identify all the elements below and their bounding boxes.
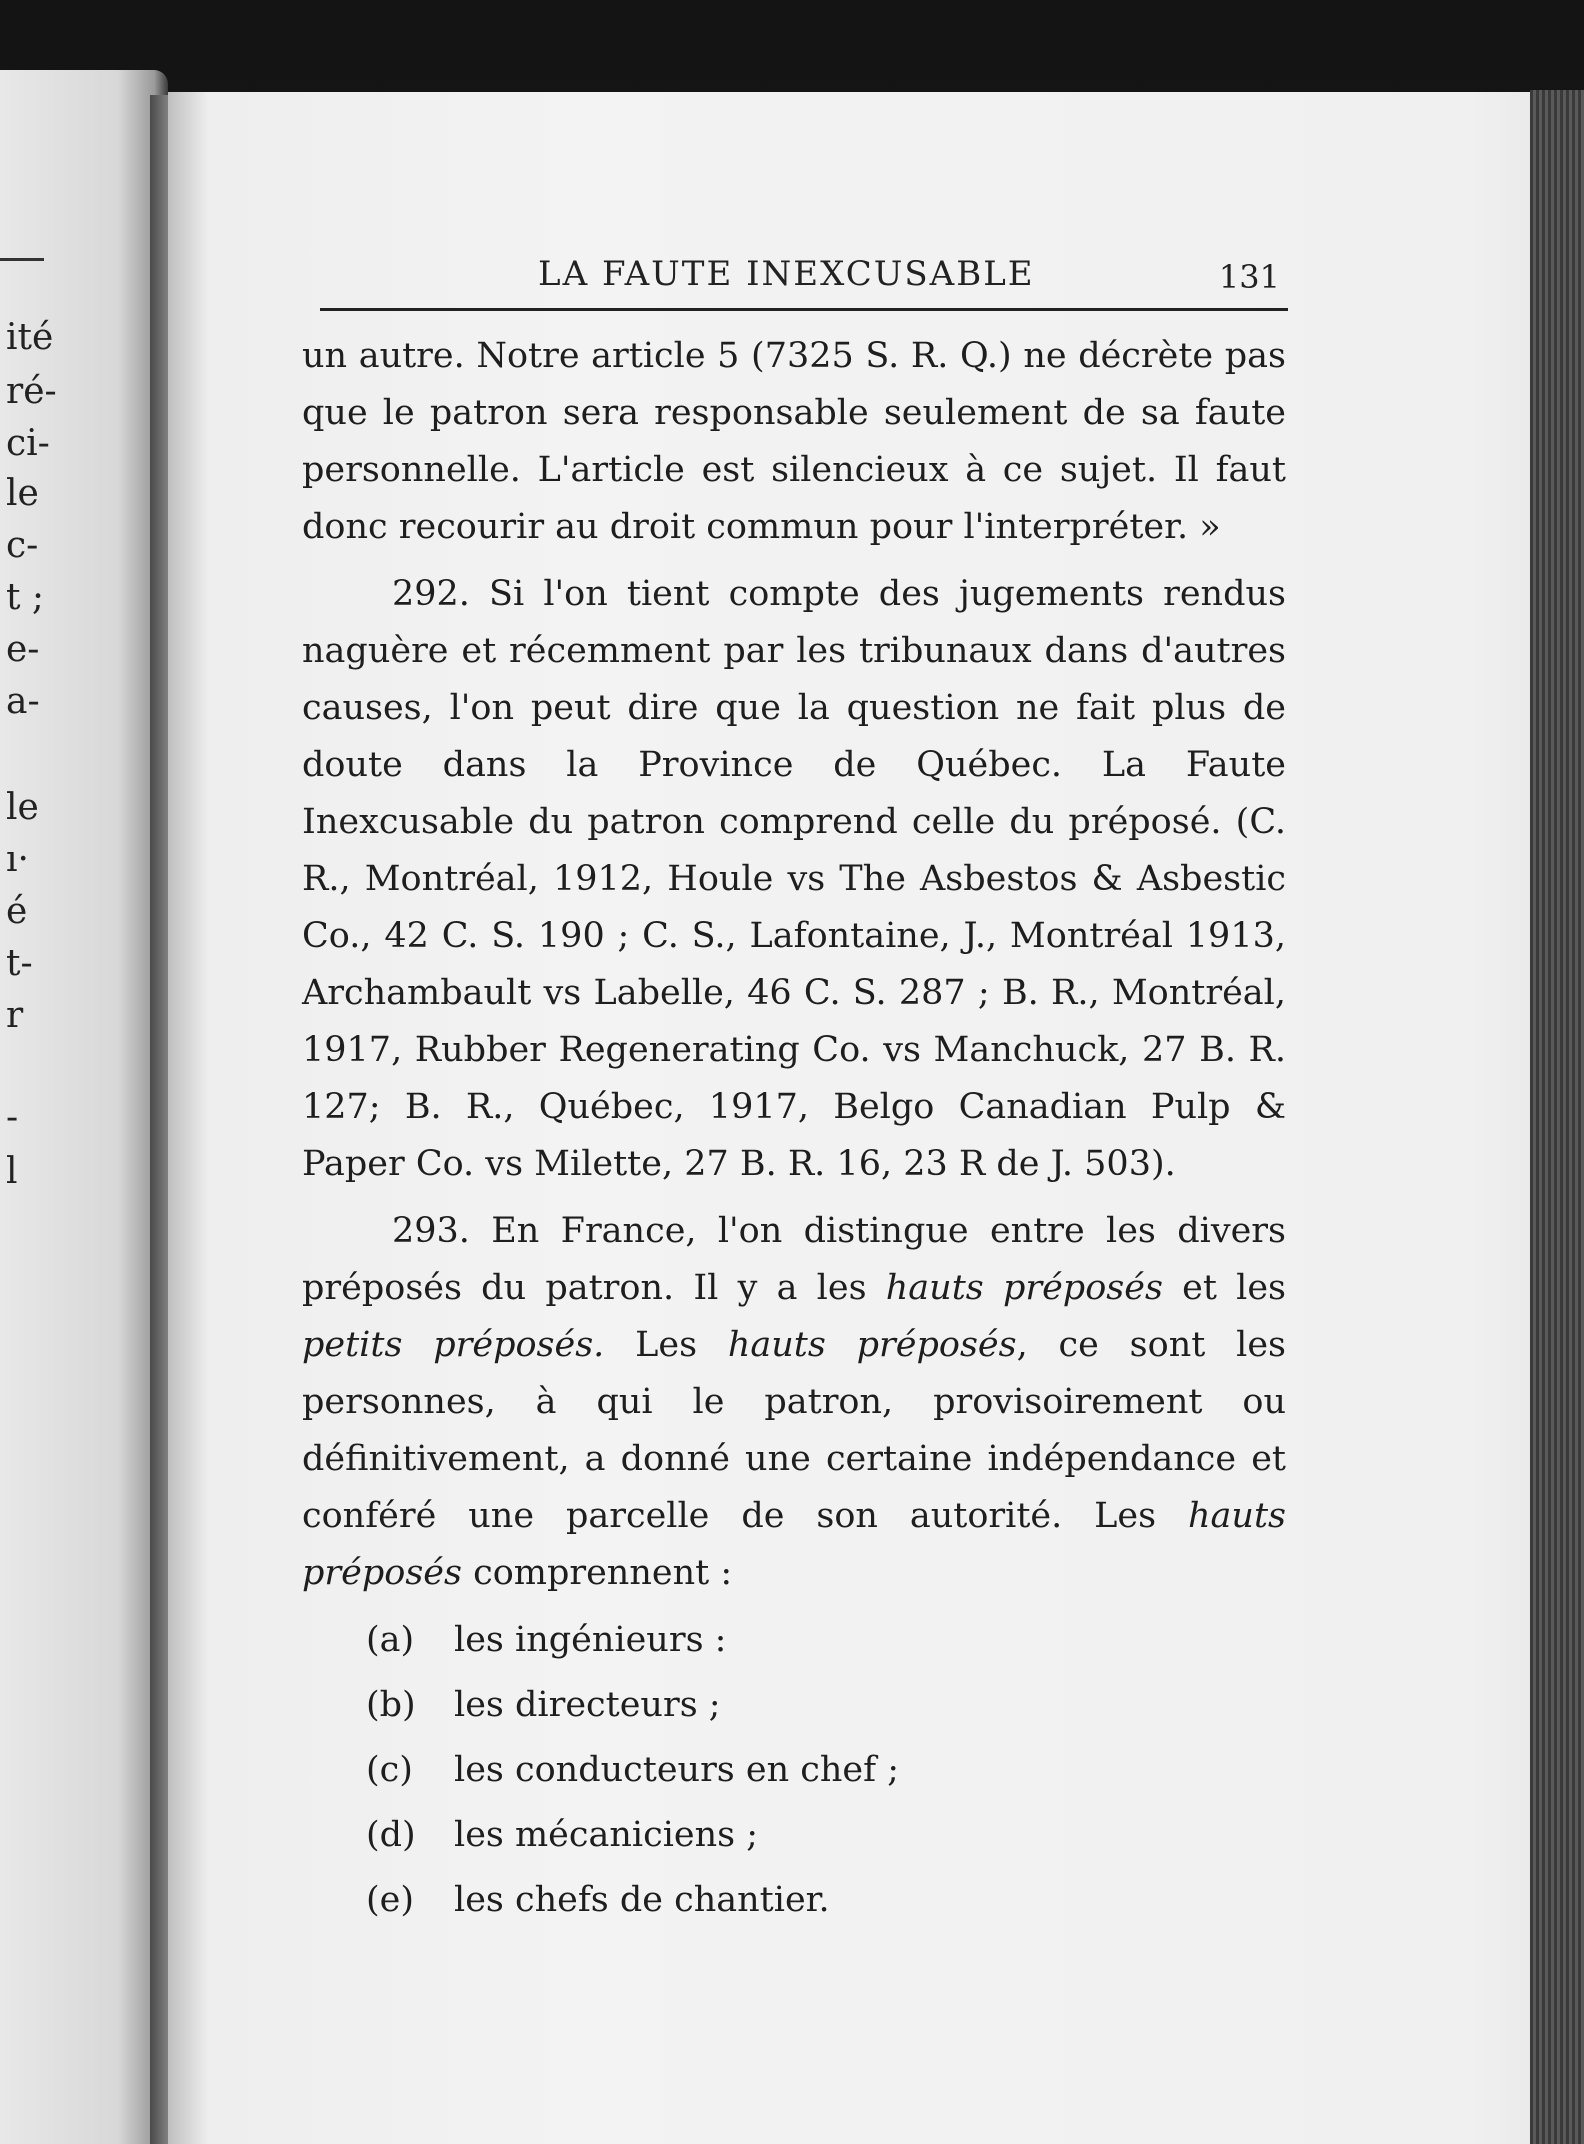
italic-term: hauts préposés	[885, 1268, 1163, 1308]
left-page	[0, 70, 168, 2144]
left-fragment: le	[6, 473, 39, 514]
italic-term: hauts préposés	[727, 1325, 1017, 1365]
text-run: , ce sont les personnes, à qui le patron, provisoirement ou définitivement, a donné une certaine indépendance et conféré une parcelle de son autorité. Les	[302, 1325, 1286, 1536]
page-header	[320, 248, 1288, 311]
left-fragment: t ;	[6, 577, 45, 618]
list-item	[366, 1677, 1286, 1734]
list-marker: (b)	[366, 1685, 416, 1725]
list-text: les ingénieurs :	[454, 1620, 727, 1660]
left-fragment: é	[6, 891, 28, 932]
page-body	[302, 328, 1286, 1937]
list-marker: (d)	[366, 1815, 416, 1855]
list-marker: (a)	[366, 1620, 415, 1660]
left-fragment: e-	[6, 629, 40, 670]
left-fragment: t-	[6, 943, 33, 984]
list-text: les mécaniciens ;	[454, 1815, 759, 1855]
prepose-list	[302, 1612, 1286, 1929]
list-marker: (c)	[366, 1750, 413, 1790]
list-text: les conducteurs en chef ;	[454, 1750, 900, 1790]
list-item	[366, 1742, 1286, 1799]
list-text: les directeurs ;	[454, 1685, 721, 1725]
page-edges	[1530, 90, 1584, 2144]
list-item	[366, 1612, 1286, 1669]
text-run: 293. En France, l'on distingue entre les divers préposés du patron. Il y a les	[302, 1211, 1286, 1308]
left-fragment: l	[6, 1151, 18, 1192]
list-item	[366, 1807, 1286, 1864]
page-number: 131	[1218, 258, 1280, 296]
text-run: comprennent :	[461, 1553, 733, 1593]
left-fragment: ité	[6, 317, 54, 358]
left-page-rule	[0, 258, 44, 261]
left-fragment: ci-	[6, 423, 50, 464]
paragraph-intro: un autre. Notre article 5 (7325 S. R. Q.) ne décrète pas que le patron sera responsable seulement de sa faute personnelle. L'article est silencieux à ce sujet. Il faut donc recourir au droit commun pour l'interpréter. »	[302, 336, 1286, 547]
running-title: LA FAUTE INEXCUSABLE	[538, 254, 1035, 294]
left-fragment: c-	[6, 525, 39, 566]
paragraph-293	[302, 1203, 1286, 1602]
paragraph-292: 292. Si l'on tient compte des jugements rendus naguère et récemment par les tribunaux dans d'autres causes, l'on peut dire que la question ne fait plus de doute dans la Province de Québec. La Faute Inexcusable du patron comprend celle du préposé. (C. R., Montréal, 1912, Houle vs The Asbestos & Asbestic Co., 42 C. S. 190 ; C. S., Lafontaine, J., Montréal 1913, Archambault vs Labelle, 46 C. S. 287 ; B. R., Montréal, 1917, Rubber Regenerating Co. vs Manchuck, 27 B. R. 127; B. R., Québec, 1917, Belgo Canadian Pulp & Paper Co. vs Milette, 27 B. R. 16, 23 R de J. 503).	[302, 574, 1286, 1184]
left-fragment: ré-	[6, 371, 57, 412]
text-run: Les	[604, 1325, 728, 1365]
left-fragment: -	[6, 1097, 19, 1138]
italic-term: petits préposés.	[302, 1325, 605, 1365]
left-fragment: ı·	[6, 839, 29, 880]
list-item	[366, 1872, 1286, 1929]
list-marker: (e)	[366, 1880, 415, 1920]
left-fragment: a-	[6, 681, 40, 722]
text-run: et les	[1162, 1268, 1287, 1308]
italic-term: hauts préposés	[302, 1496, 1286, 1593]
list-text: les chefs de chantier.	[454, 1880, 830, 1920]
left-fragment: r	[6, 995, 24, 1036]
left-fragment: le	[6, 787, 39, 828]
